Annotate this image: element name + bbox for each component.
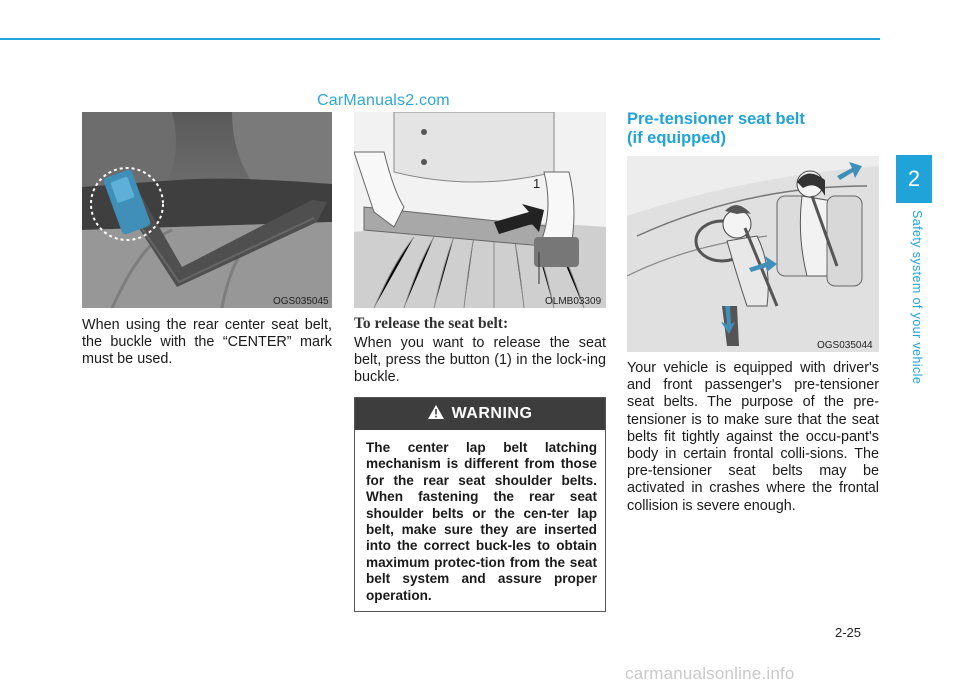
- pretensioner-paragraph: Your vehicle is equipped with driver's and front passenger's pre-tensioner seat belts. The purpose of the pre-tensioner is to make sure that the seat belts fit tightly against the occu-pant's body in certain frontal colli-sions. The pre-tensioner seat belts may be activated in crashes where the frontal collision is severe enough.: [627, 360, 879, 514]
- page-number: 2-25: [835, 625, 862, 640]
- release-paragraph: When you want to release the seat belt, press the button (1) in the lock-ing buckle.: [354, 335, 606, 386]
- pretensioner-image: [627, 156, 879, 352]
- header-rule: [0, 38, 880, 40]
- image-code-release: OLMB03309: [545, 296, 602, 307]
- warning-title: WARNING: [451, 405, 533, 422]
- warning-text: The center lap belt latching mechanism is different from those for the rear seat shoulder belts. When fastening the rear seat shoulder belts or the cen-ter lap belt, make sure they are inserted into the correct buck-les to obtain maximum protec-tion from the seat belt system and assure proper operation.: [366, 440, 597, 603]
- image-code-rear-center: OGS035045: [273, 296, 329, 307]
- image-code-pretensioner: OGS035044: [817, 340, 873, 351]
- pretensioner-heading-line1: Pre-tensioner seat belt: [627, 110, 805, 128]
- footer-watermark: carmanualsonline.info: [625, 664, 795, 683]
- release-belt-image: [354, 112, 606, 308]
- chapter-title: Safety system of your vehicle: [910, 210, 924, 385]
- header-watermark: CarManuals2.com: [317, 92, 450, 109]
- release-callout-number: 1: [533, 176, 541, 191]
- warning-header: [355, 398, 605, 430]
- rear-center-seat-image: [82, 112, 332, 308]
- chapter-number-tab: 2: [896, 155, 932, 203]
- rear-center-paragraph: When using the rear center seat belt, the buckle with the “CENTER” mark must be used.: [82, 317, 332, 368]
- release-subheading: To release the seat belt:: [354, 315, 509, 332]
- pretensioner-heading-line2: (if equipped): [627, 129, 726, 147]
- warning-triangle-icon: [428, 405, 444, 424]
- warning-box: [354, 397, 606, 612]
- pretensioner-heading: [627, 110, 887, 148]
